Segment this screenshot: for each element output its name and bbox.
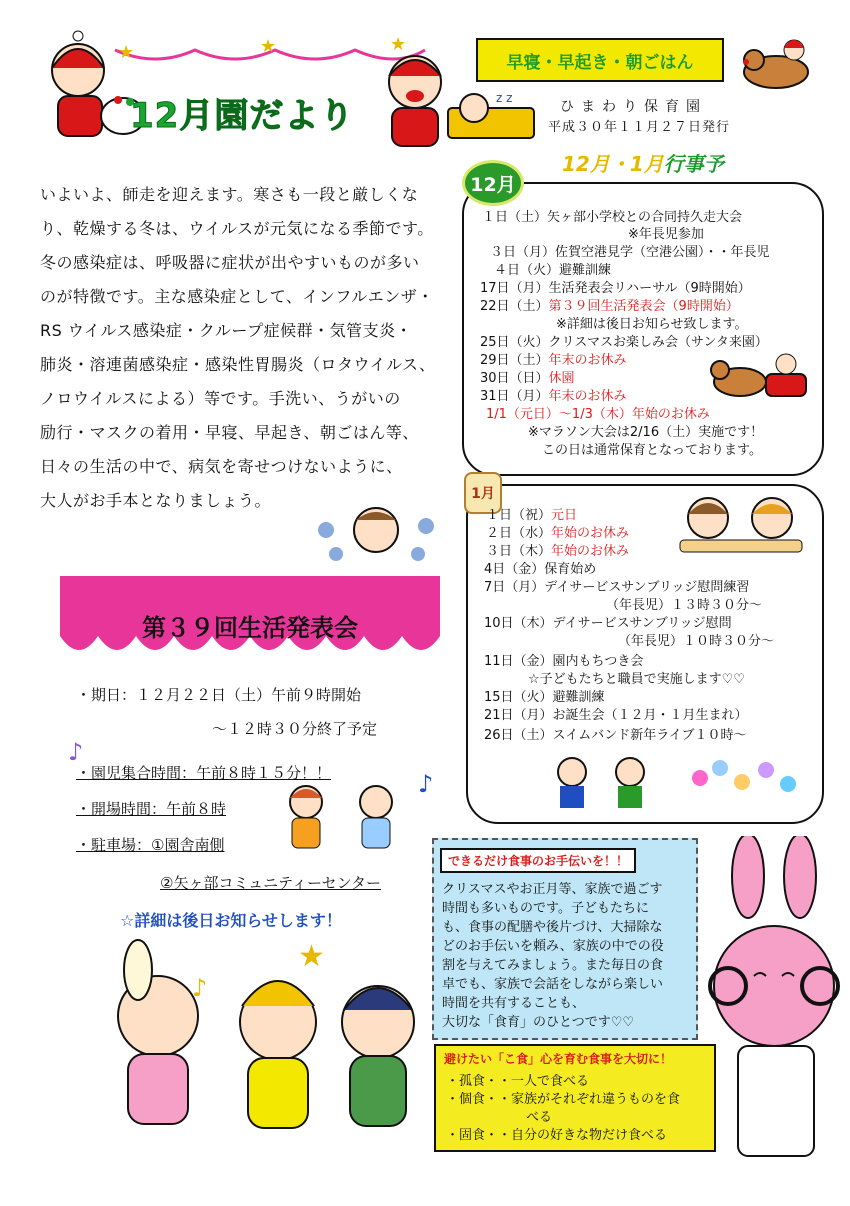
intro-line: RS ウイルス感染症・クループ症候群・気管支炎・ xyxy=(40,321,413,340)
help-line: も、食事の配膳や後片づけ、大掃除な xyxy=(442,920,663,935)
event-row: ２日（水）年始のお休み xyxy=(486,526,630,541)
event-row: ３日（木）年始のお休み xyxy=(486,544,630,559)
event-row: 29日（土）年末のお休み xyxy=(480,353,627,368)
school-name: ひまわり保育園 xyxy=(560,99,707,115)
help-line: どのお手伝いを頼み、家族の中での役 xyxy=(442,939,664,954)
event-row: 30日（日）休園 xyxy=(480,371,575,386)
recital-open-time: ・開場時間：午前８時 xyxy=(76,800,227,818)
rabbit-chef-illustration xyxy=(704,836,844,1166)
help-line: 割を与えてみましょう。また毎日の食 xyxy=(442,958,664,973)
help-line: 大切な「食育」のひとつです♡♡ xyxy=(442,1015,635,1030)
intro-line: り、乾燥する冬は、ウイルスが元気になる季節です。 xyxy=(40,219,434,238)
slogan-banner: 早寝・早起き・朝ごはん xyxy=(476,38,724,82)
event-row: ３日（月）佐賀空港見学（空港公園）・・年長児 xyxy=(490,245,770,260)
intro-line: 日々の生活の中で、病気を寄せつけないように、 xyxy=(40,457,403,476)
help-line: クリスマスやお正月等、家族で過ごす xyxy=(442,882,663,897)
events-title-label: 行事予 xyxy=(663,152,724,176)
event-row: ☆子どもたちと職員で実施します♡♡ xyxy=(528,672,745,687)
help-heading: できるだけ食事のお手伝いを！！ xyxy=(440,848,636,873)
intro-line: 励行・マスクの着用・早寝、早起き、朝ごはん等、 xyxy=(40,423,419,442)
svg-text:♪: ♪ xyxy=(192,974,208,1002)
december-badge: 12月 xyxy=(462,160,524,206)
svg-text:★: ★ xyxy=(390,34,407,55)
children-illustration xyxy=(276,780,416,852)
reindeer-illustration xyxy=(736,32,816,92)
recital-title: 第３９回生活発表会 xyxy=(142,614,358,642)
event-row: ※詳細は後日お知らせ致します。 xyxy=(556,317,748,332)
page-title: 12月園だより xyxy=(130,96,355,136)
help-line: 時間も多いものです。子どもたちに xyxy=(442,901,649,916)
shoku-item: ・固食・・自分の好きな物だけ食べる xyxy=(446,1128,668,1143)
dancing-kids-illustration xyxy=(58,926,418,1166)
event-row: 22日（土）第３９回生活発表会（9時開始） xyxy=(480,299,739,314)
svg-text:★: ★ xyxy=(118,42,135,63)
intro-line: 冬の感染症は、呼吸器に症状が出やすいものが多い xyxy=(40,253,420,272)
events-title xyxy=(562,148,724,177)
help-line: 卓でも、家族で会話をしながら楽しい xyxy=(442,977,664,992)
recital-note: ☆詳細は後日お知らせします！ xyxy=(120,911,342,930)
event-row: 21日（月）お誕生会（１２月・１月生まれ） xyxy=(484,708,748,723)
svg-text:★: ★ xyxy=(298,939,325,974)
recital-end-time: ～１２時３０分終了予定 xyxy=(212,720,378,738)
intro-line: 大人がお手本となりましょう。 xyxy=(40,491,272,510)
intro-line: いよいよ、師走を迎えます。寒さも一段と厳しくな xyxy=(40,185,419,204)
event-row: この日は通常保育となっております。 xyxy=(542,443,762,458)
event-row: （年長児）１３時３０分～ xyxy=(606,598,763,613)
help-line: 時間を共有することも、 xyxy=(442,996,586,1011)
shoku-item: べる xyxy=(526,1110,553,1125)
event-row: 31日（月）年末のお休み xyxy=(480,389,627,404)
intro-line: ノロウイルスによる）等です。手洗い、うがいの xyxy=(40,389,401,408)
event-row: 17日（月）生活発表会リハーサル（9時開始） xyxy=(480,281,751,296)
svg-text:★: ★ xyxy=(260,36,277,57)
intro-text xyxy=(40,178,458,518)
sleeping-child-illustration xyxy=(446,86,538,146)
issue-date: 平成３０年１１月２７日発行 xyxy=(548,120,731,135)
event-row: ※マラソン大会は2/16（土）実施です！ xyxy=(528,425,764,440)
intro-line: のが特徴です。主な感染症として、インフルエンザ・ xyxy=(40,287,434,306)
music-note-icon xyxy=(416,768,440,798)
event-row: １日（土）矢ヶ部小学校との合同持久走大会 xyxy=(482,210,743,225)
event-row: 7日（月）デイサービスサンブリッジ慰問練習 xyxy=(484,580,750,595)
event-row: 25日（火）クリスマスお楽しみ会（サンタ来園） xyxy=(480,335,768,350)
event-row: 1/1（元日）～1/3（木）年始のお休み xyxy=(486,407,710,422)
shoku-heading: 避けたい「こ食」心を育む食事を大切に！ xyxy=(444,1052,673,1066)
band-kids-illustration xyxy=(520,748,810,814)
event-row: ※年長児参加 xyxy=(628,227,704,242)
shoku-item: ・孤食・・一人で食べる xyxy=(446,1074,590,1089)
intro-line: 肺炎・溶連菌感染症・感染性胃腸炎（ロタウイルス、 xyxy=(40,355,436,374)
event-row: 10日（木）デイサービスサンブリッジ慰問 xyxy=(484,616,732,631)
recital-parking-2: ②矢ヶ部コミュニティーセンター xyxy=(160,874,382,892)
january-badge: 1月 xyxy=(464,472,502,514)
recital-gather-time: ・園児集合時間：午前８時１５分！！ xyxy=(76,764,332,782)
music-note-icon xyxy=(66,736,90,766)
recital-date: ・期日：１２月２２日（土）午前９時開始 xyxy=(76,686,362,704)
event-row: 15日（火）避難訓練 xyxy=(484,690,605,705)
recital-parking-1: ・駐車場：①園舎南側 xyxy=(76,836,225,854)
sick-child-illustration xyxy=(306,500,446,566)
kids-eating-illustration xyxy=(676,488,806,558)
event-row: （年長児）１０時３０分～ xyxy=(618,634,775,649)
svg-text:♪: ♪ xyxy=(68,738,84,766)
event-row: 4日（金）保育始め xyxy=(484,562,597,577)
event-row: 26日（土）スイムバンド新年ライブ１０時～ xyxy=(484,728,747,743)
help-text xyxy=(442,880,690,1032)
events-title-months: 12月・1月 xyxy=(562,152,664,176)
shoku-item: ・個食・・家族がそれぞれ違うものを食 xyxy=(446,1092,681,1107)
svg-text:♪: ♪ xyxy=(418,770,434,798)
reindeer-sleigh-illustration xyxy=(706,344,812,406)
event-row: １日（祝）元日 xyxy=(486,508,578,523)
svg-text:z z: z z xyxy=(496,91,513,105)
event-row: 11日（金）園内もちつき会 xyxy=(484,654,644,669)
event-row: ４日（火）避難訓練 xyxy=(494,263,612,278)
